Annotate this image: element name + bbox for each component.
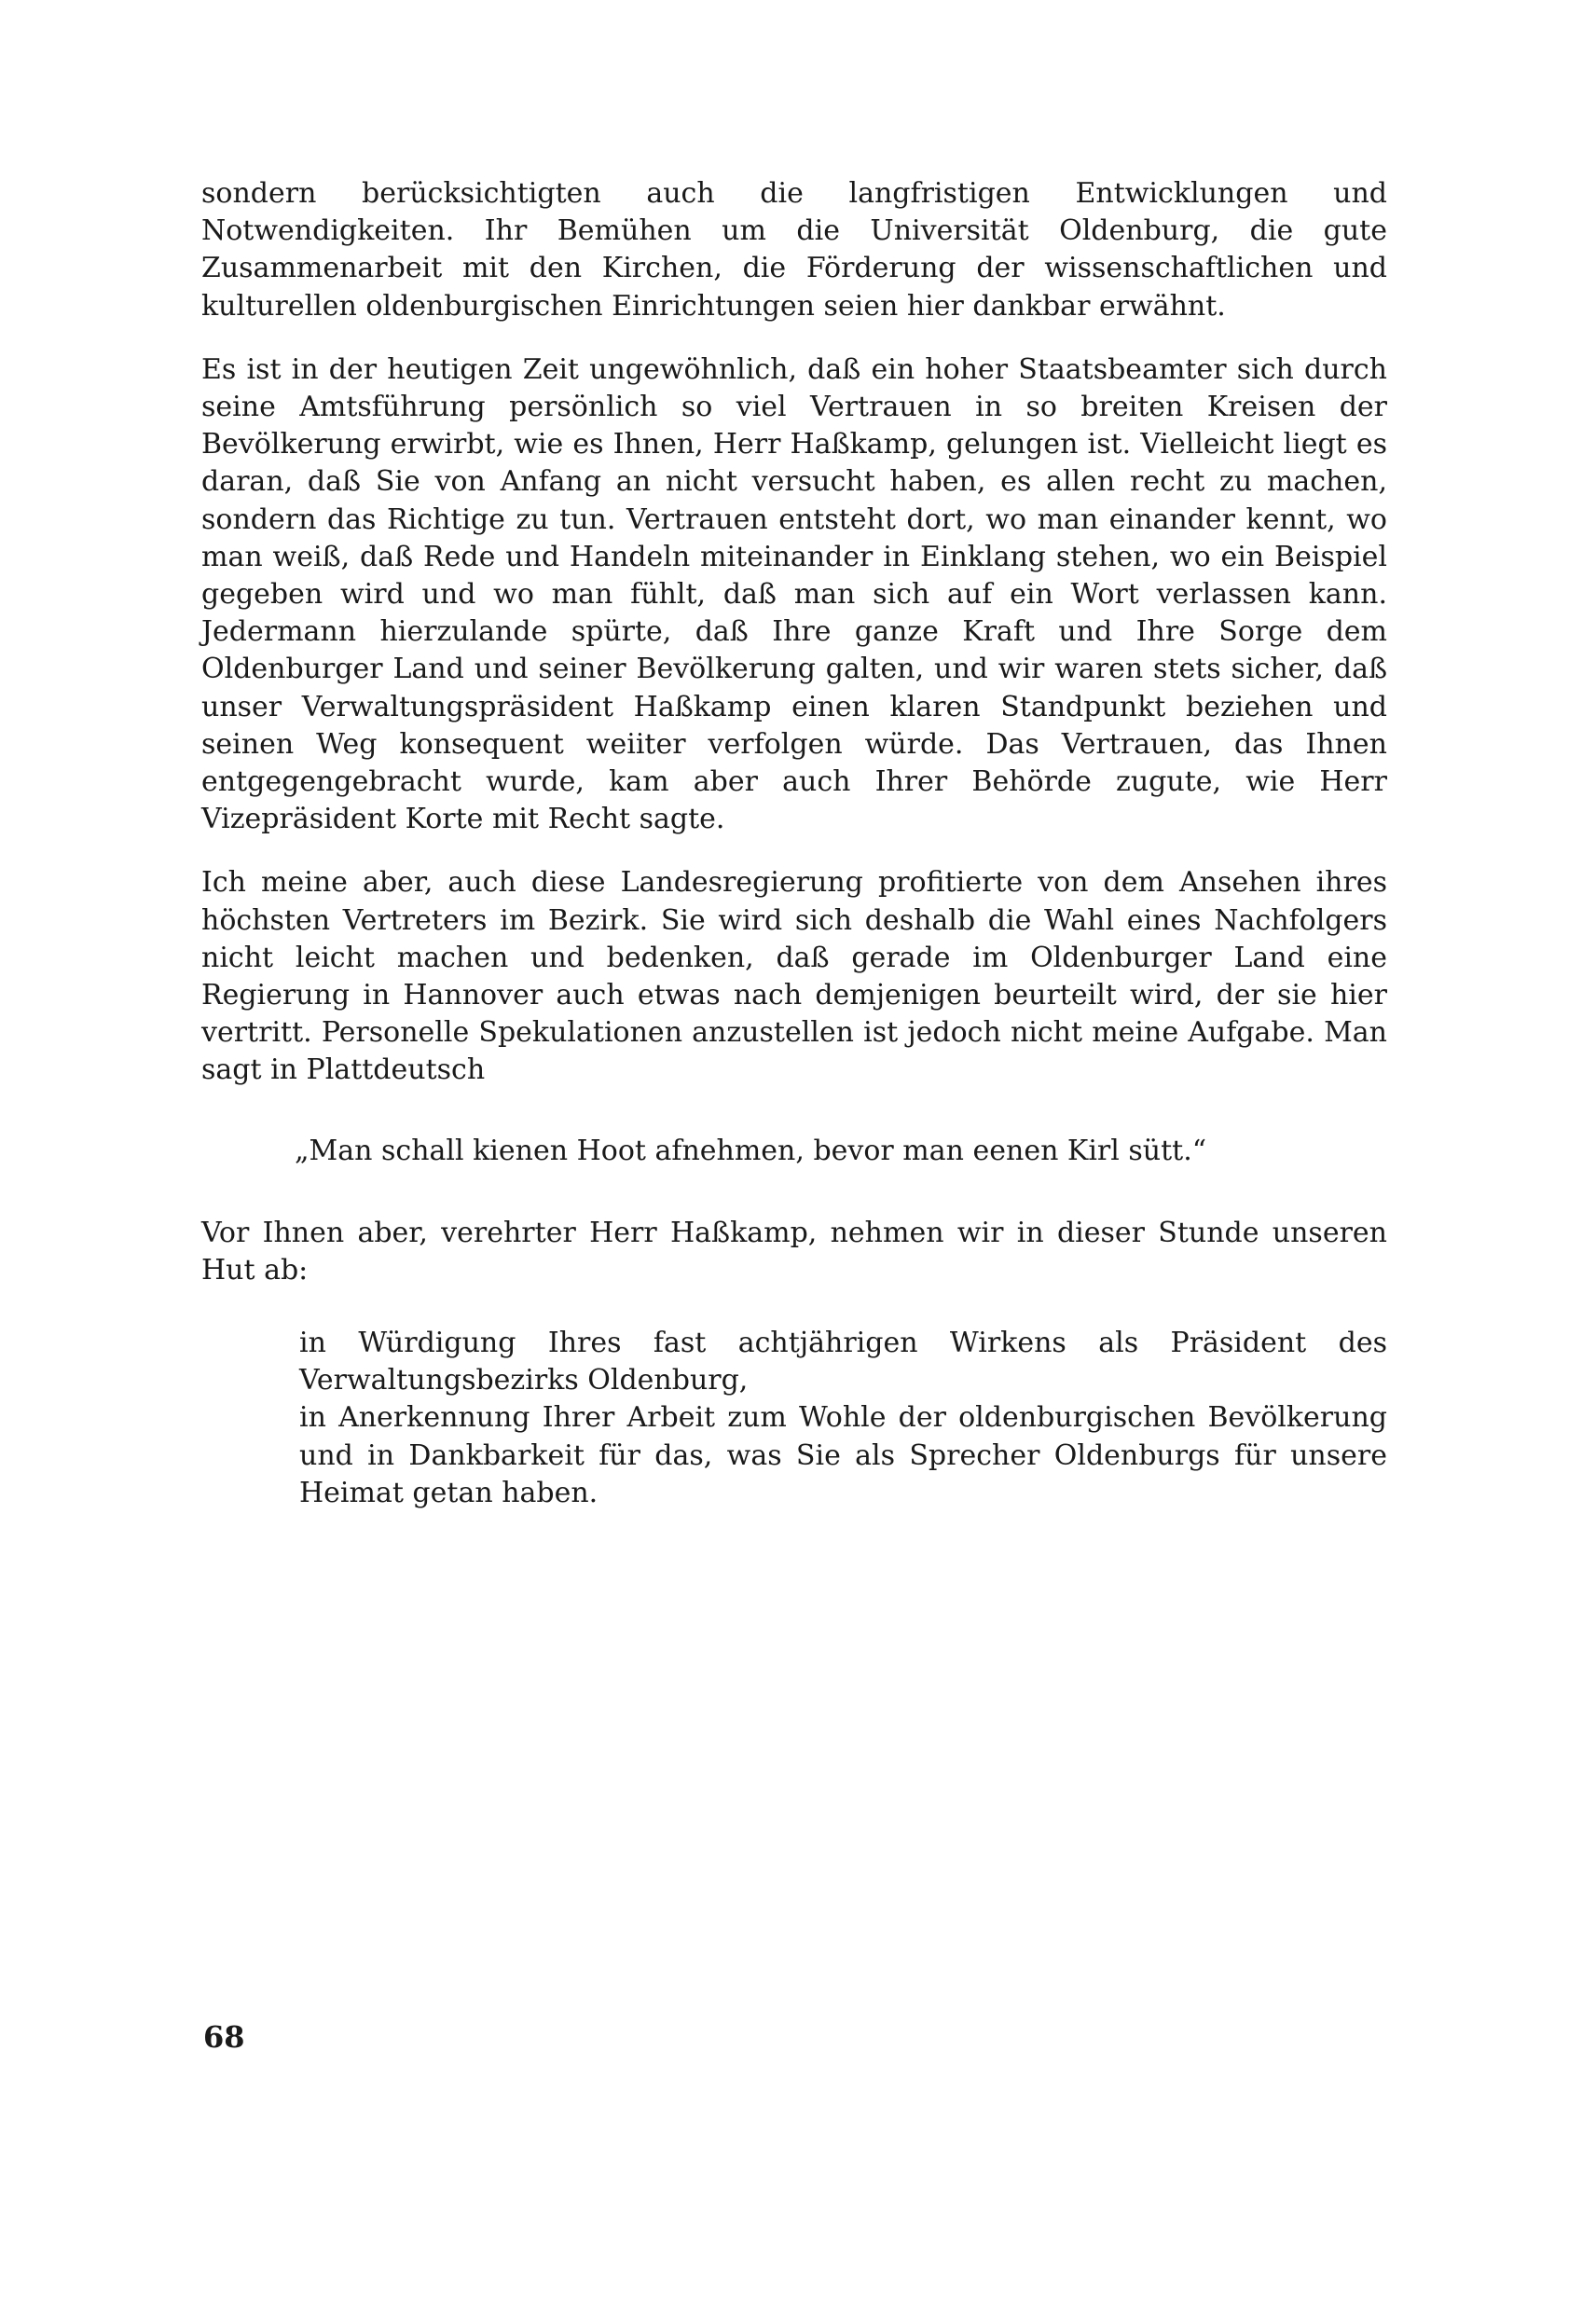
tribute-item: in Anerkennung Ihrer Arbeit zum Wohle der oldenburgischen Bevölkerung und in Dankbarkeit für das, was Sie als Sprecher Oldenburgs für unsere Heimat getan haben. xyxy=(299,1401,1387,1509)
tribute-list xyxy=(299,1325,1387,1512)
plattdeutsch-quote: „Man schall kienen Hoot afnehmen, bevor man eenen Kirl sütt.“ xyxy=(295,1134,1207,1167)
paragraph-1: sondern berücksichtigten auch die langfristigen Entwicklungen und Notwendigkeiten. Ihr Bemühen um die Universität Oldenburg, die gute Zusammenarbeit mit den Kirchen, die Förderung der wissenschaftlichen und kulturellen oldenburgischen Einrichtungen seien hier dankbar erwähnt. xyxy=(201,177,1387,323)
tribute-item: in Würdigung Ihres fast achtjährigen Wirkens als Präsident des Verwaltungsbezirks Oldenburg, xyxy=(299,1327,1387,1397)
paragraph-2: Es ist in der heutigen Zeit ungewöhnlich, daß ein hoher Staatsbeamter sich durch seine Amtsführung persönlich so viel Vertrauen in so breiten Kreisen der Bevölkerung erwirbt, wie es Ihnen, Herr Haßkamp, gelungen ist. Vielleicht liegt es daran, daß Sie von Anfang an nicht versucht haben, es allen recht zu machen, sondern das Richtige zu tun. Vertrauen entsteht dort, wo man einander kennt, wo man weiß, daß Rede und Handeln miteinander in Einklang stehen, wo ein Beispiel gegeben wird und wo man fühlt, daß man sich auf ein Wort verlassen kann. Jedermann hierzulande spürte, daß Ihre ganze Kraft und Ihre Sorge dem Oldenburger Land und seiner Bevölkerung galten, und wir waren stets sicher, daß unser Verwaltungspräsident Haßkamp einen klaren Standpunkt beziehen und seinen Weg konsequent weiiter verfolgen würde. Das Vertrauen, das Ihnen entgegengebracht wurde, kam aber auch Ihrer Behörde zugute, wie Herr Vizepräsident Korte mit Recht sagte. xyxy=(201,352,1387,836)
paragraph-3: Ich meine aber, auch diese Landesregierung profitierte von dem Ansehen ihres höchsten Vertreters im Bezirk. Sie wird sich deshalb die Wahl eines Nachfolgers nicht leicht machen und bedenken, daß gerade im Oldenburger Land eine Regierung in Hannover auch etwas nach demjenigen beurteilt wird, der sie hier vertritt. Personelle Spekulationen anzustellen ist jedoch nicht meine Aufgabe. Man sagt in Plattdeutsch xyxy=(201,866,1387,1087)
page-body xyxy=(201,175,1387,1512)
page-number: 68 xyxy=(203,2019,245,2055)
closing-paragraph: Vor Ihnen aber, verehrter Herr Haßkamp, nehmen wir in dieser Stunde unseren Hut ab: xyxy=(201,1216,1387,1287)
